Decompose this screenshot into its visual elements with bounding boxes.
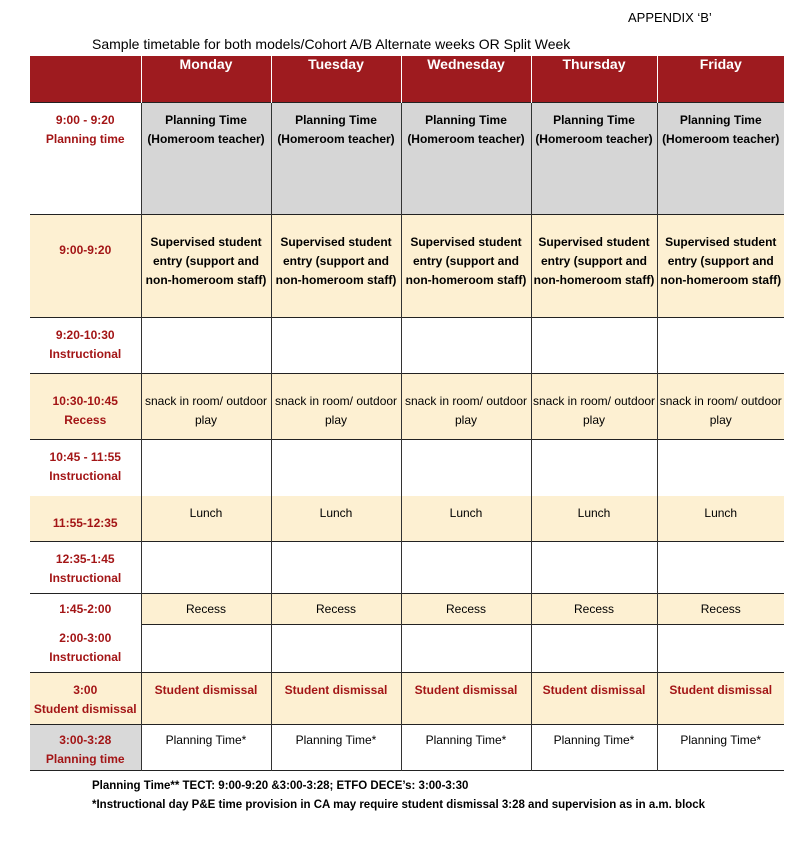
schedule-cell: Planning Time*	[401, 725, 531, 771]
table-row	[30, 318, 784, 374]
time-cell: 10:45 - 11:55 Instructional	[30, 440, 141, 496]
header-row	[30, 56, 784, 103]
schedule-cell: snack in room/ outdoor play	[531, 374, 657, 440]
time-cell: 3:00-3:28 Planning time	[30, 725, 141, 771]
schedule-cell	[657, 625, 784, 673]
time-cell: 9:00 - 9:20 Planning time	[30, 103, 141, 215]
schedule-cell: Planning Time*	[657, 725, 784, 771]
schedule-cell: Student dismissal	[531, 673, 657, 725]
schedule-cell	[531, 542, 657, 594]
schedule-cell: Student dismissal	[401, 673, 531, 725]
schedule-cell: Lunch	[141, 496, 271, 542]
schedule-cell: Planning Time*	[271, 725, 401, 771]
schedule-cell	[657, 318, 784, 374]
schedule-cell: Student dismissal	[141, 673, 271, 725]
schedule-cell	[401, 318, 531, 374]
schedule-cell: Lunch	[401, 496, 531, 542]
schedule-cell	[531, 318, 657, 374]
schedule-cell: Lunch	[657, 496, 784, 542]
schedule-cell	[531, 440, 657, 496]
table-row	[30, 374, 784, 440]
table-row	[30, 725, 784, 771]
table-row	[30, 496, 784, 542]
schedule-cell	[271, 440, 401, 496]
table-row	[30, 594, 784, 625]
schedule-cell: Student dismissal	[271, 673, 401, 725]
schedule-cell: Student dismissal	[657, 673, 784, 725]
schedule-cell	[271, 625, 401, 673]
appendix-label: APPENDIX ‘B’	[628, 10, 712, 25]
schedule-cell	[141, 625, 271, 673]
time-cell: 1:45-2:00	[30, 594, 141, 625]
schedule-cell: Planning Time (Homeroom teacher)	[141, 103, 271, 215]
footnote-instructional-day: *Instructional day P&E time provision in CA may require student dismissal 3:28 and supervision as in a.m. block	[92, 799, 706, 811]
schedule-cell: Supervised student entry (support and non-homeroom staff)	[531, 215, 657, 318]
schedule-cell: Recess	[657, 594, 784, 625]
schedule-cell: Lunch	[271, 496, 401, 542]
schedule-cell	[657, 440, 784, 496]
table-row	[30, 440, 784, 496]
schedule-cell	[271, 542, 401, 594]
time-cell: 10:30-10:45 Recess	[30, 374, 141, 440]
header-day: Thursday	[531, 56, 657, 103]
schedule-cell	[271, 318, 401, 374]
timetable-subtitle: Sample timetable for both models/Cohort A/B Alternate weeks OR Split Week	[92, 36, 571, 52]
schedule-cell	[141, 542, 271, 594]
schedule-cell: snack in room/ outdoor play	[401, 374, 531, 440]
schedule-cell: Recess	[271, 594, 401, 625]
schedule-cell: Planning Time*	[141, 725, 271, 771]
header-day: Wednesday	[401, 56, 531, 103]
schedule-cell	[401, 440, 531, 496]
schedule-cell: Recess	[401, 594, 531, 625]
schedule-cell: Recess	[531, 594, 657, 625]
time-cell: 11:55-12:35	[30, 496, 141, 542]
timetable	[30, 56, 784, 771]
schedule-cell: Supervised student entry (support and non-homeroom staff)	[657, 215, 784, 318]
table-row	[30, 103, 784, 215]
schedule-cell: Planning Time (Homeroom teacher)	[271, 103, 401, 215]
time-cell: 12:35-1:45 Instructional	[30, 542, 141, 594]
schedule-cell: Planning Time (Homeroom teacher)	[531, 103, 657, 215]
time-cell: 9:00-9:20	[30, 215, 141, 318]
schedule-cell: snack in room/ outdoor play	[657, 374, 784, 440]
header-blank	[30, 56, 141, 103]
time-cell: 9:20-10:30 Instructional	[30, 318, 141, 374]
schedule-cell: Lunch	[531, 496, 657, 542]
schedule-cell: snack in room/ outdoor play	[271, 374, 401, 440]
schedule-cell	[141, 318, 271, 374]
table-row	[30, 673, 784, 725]
header-day: Tuesday	[271, 56, 401, 103]
time-cell: 3:00 Student dismissal	[30, 673, 141, 725]
schedule-cell: Planning Time (Homeroom teacher)	[657, 103, 784, 215]
schedule-cell	[401, 625, 531, 673]
schedule-cell: Supervised student entry (support and non-homeroom staff)	[141, 215, 271, 318]
header-day: Monday	[141, 56, 271, 103]
header-day: Friday	[657, 56, 784, 103]
schedule-cell: Recess	[141, 594, 271, 625]
schedule-cell	[531, 625, 657, 673]
time-cell: 2:00-3:00 Instructional	[49, 630, 122, 664]
schedule-cell	[657, 542, 784, 594]
table-row	[30, 215, 784, 318]
schedule-cell: Supervised student entry (support and non-homeroom staff)	[401, 215, 531, 318]
schedule-cell: snack in room/ outdoor play	[141, 374, 271, 440]
schedule-cell: Planning Time (Homeroom teacher)	[401, 103, 531, 215]
schedule-cell	[401, 542, 531, 594]
schedule-cell	[141, 440, 271, 496]
schedule-cell: Supervised student entry (support and non-homeroom staff)	[271, 215, 401, 318]
schedule-cell: Planning Time*	[531, 725, 657, 771]
footnote-planning-time: Planning Time** TECT: 9:00-9:20 &3:00-3:28; ETFO DECE’s: 3:00-3:30	[92, 780, 469, 792]
table-row	[30, 625, 784, 673]
table-row	[30, 542, 784, 594]
